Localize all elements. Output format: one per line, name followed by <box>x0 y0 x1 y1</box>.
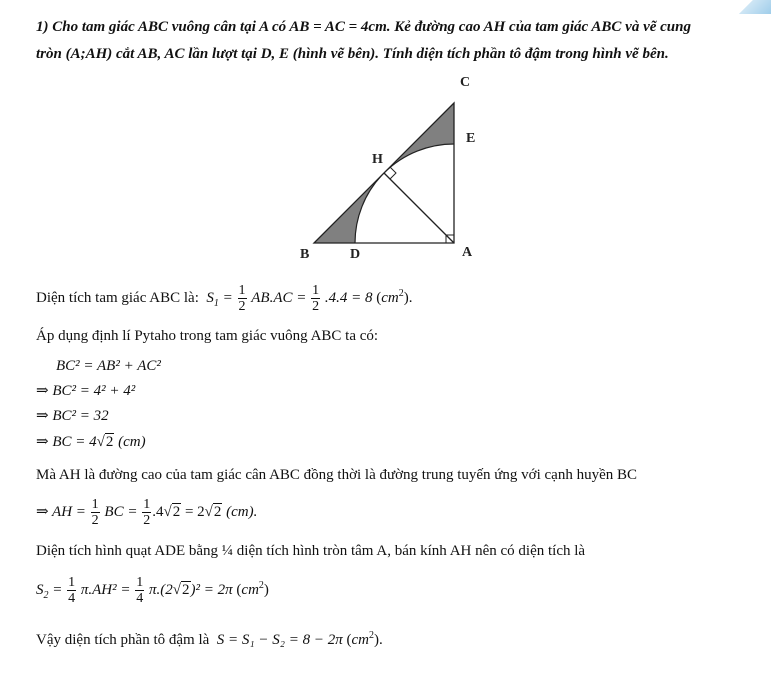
label-a: A <box>462 245 473 260</box>
equation-1: BC² = AB² + AC² <box>56 358 161 374</box>
sector-statement: Diện tích hình quạt ADE bằng ¼ diện tích hình tròn tâm A, bán kính AH nên có diện tích là <box>36 543 586 559</box>
corner-decoration <box>731 0 771 14</box>
equation-3: ⇒ BC² = 32 <box>36 408 109 424</box>
problem-line-1: 1) Cho tam giác ABC vuông cân tại A có AB = AC = 4cm. Kẻ đường cao AH của tam giác ABC và vẽ cung <box>36 19 691 35</box>
fraction-quarter: $\frac{1}{4}$ <box>136 575 144 606</box>
triangle-diagram <box>296 70 496 270</box>
sector-area-equation: $S_2$ = $\frac{1}{4}$ π.AH² = $\frac{1}{4}$ π.(2√2)² = 2π $(cm^2)$ <box>36 575 269 606</box>
label-b: B <box>300 247 310 262</box>
fraction-half: $\frac{1}{2}$ <box>238 283 246 314</box>
problem-line-2: tròn (A;AH) cắt AB, AC lần lượt tại D, E (hình vẽ bên). Tính diện tích phần tô đậm trong hình vẽ bên. <box>36 46 669 62</box>
geometry-figure <box>296 70 496 270</box>
label-d: D <box>350 247 361 262</box>
pythagoras-intro: Áp dụng định lí Pytaho trong tam giác vuông ABC ta có: <box>36 328 379 344</box>
altitude-ah <box>384 173 454 243</box>
fraction-half: $\frac{1}{2}$ <box>312 283 320 314</box>
label-c: C <box>460 75 471 90</box>
final-answer: Vậy diện tích phần tô đậm là S = S₁ − S₂ = 8 − 2π $(cm^2)$. <box>36 630 383 648</box>
area-triangle-line: Diện tích tam giác ABC là: $S_1$ = $\frac{1}{2}$ AB.AC = $\frac{1}{2}$ .4.4 = 8 $(cm^2)$. <box>36 283 413 314</box>
ah-equation: ⇒ AH = $\frac{1}{2}$ BC = $\frac{1}{2}$ .4√2 = 2√2 (cm). <box>36 497 258 528</box>
right-angle-mark-h <box>390 167 396 179</box>
fraction-quarter: $\frac{1}{4}$ <box>68 575 76 606</box>
equation-4: ⇒ BC = 4√2 (cm) <box>36 434 146 450</box>
label-h: H <box>372 152 383 167</box>
label-e: E <box>466 131 476 146</box>
median-statement: Mà AH là đường cao của tam giác cân ABC đồng thời là đường trung tuyến ứng với cạnh huyền BC <box>36 467 638 483</box>
equation-2: ⇒ BC² = 4² + 4² <box>36 383 136 399</box>
problem-statement <box>36 14 761 68</box>
